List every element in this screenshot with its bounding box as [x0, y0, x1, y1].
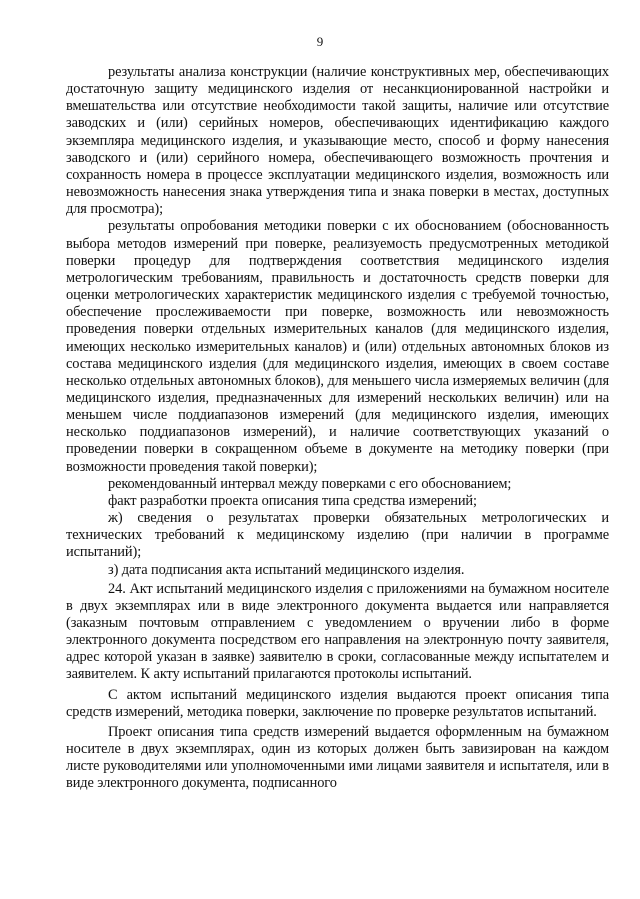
- page-number: 9: [316, 34, 324, 49]
- paragraph-verification-interval: рекомендованный интервал между поверками с его обоснованием;: [108, 475, 512, 492]
- paragraph-item-zh: ж) сведения о результатах проверки обязательных метрологических и технических требований к медицинскому изделию (при наличии в программе испытаний);: [66, 510, 609, 561]
- document-body: [66, 64, 609, 793]
- paragraph-item-z: з) дата подписания акта испытаний медицинского изделия.: [108, 561, 465, 578]
- paragraph-design-analysis: результаты анализа конструкции (наличие конструктивных мер, обеспечивающих достаточную защиту медицинского изделия от несанкционированной настройки и вмешательства или отсутствие необходимости такой защиты, наличие или отсутствие заводских и (или) серийных номеров, обеспечивающих идентификацию каждого экземпляра медицинского изделия, и указывающие место, способ и форму нанесения заводского и (или) серийного номера, обеспечивающего возможность прочтения и сохранность номера в процессе эксплуатации медицинского изделия, возможность или невозможность нанесения знака утверждения типа и знака поверки в местах, доступных для просмотра);: [66, 64, 609, 218]
- paragraph-section-24: 24. Акт испытаний медицинского изделия с приложениями на бумажном носителе в двух экземплярах или в виде электронного документа выдается или направляется (заказным почтовым отправлением с уведомлением о вручении либо в форме электронного документа посредством его направления на электронную почту заявителя, адрес которой указан в заявке) заявителю в сроки, согласованные между испытателем и заявителем. К акту испытаний прилагаются протоколы испытаний.: [66, 580, 609, 683]
- paragraph-type-description-draft: факт разработки проекта описания типа средства измерений;: [108, 492, 477, 509]
- paragraph-type-description-project: Проект описания типа средств измерений выдается оформленным на бумажном носителе в двух экземплярах, один из которых должен быть завизирован на каждом листе руководителями или уполномоченными ими лицами заявителя и испытателя, или в виде электронного документа, подписанного: [66, 723, 609, 792]
- paragraph-issued-documents: С актом испытаний медицинского изделия выдаются проект описания типа средств измерений, методика поверки, заключение по проверке результатов испытаний.: [66, 686, 609, 720]
- paragraph-verification-method-results: результаты опробования методики поверки с их обоснованием (обоснованность выбора методов измерений при поверке, реализуемость предусмотренных методикой поверки процедур для подтверждения соответствия медицинского изделия метрологическим требованиям, правильность и достаточность средств поверки для оценки метрологических характеристик медицинского изделия с требуемой точностью, обеспечение прослеживаемости при поверке, возможность или невозможность проведения поверки отдельных измерительных каналов (для медицинского изделия, имеющих несколько измерительных каналов) и (или) отдельных автономных блоков из состава медицинского изделия (для медицинского изделия, имеющих в своем составе несколько отдельных автономных блоков), для меньшего числа измеряемых величин (для медицинского изделия, предназначенных для измерений нескольких величин) или на меньшем числе поддиапазонов измерений (для медицинского изделия, имеющих несколько поддиапазонов измерений), и наличие соответствующих указаний о проведении поверки в сокращенном объеме в документе на методику поверки (при возможности проведения такой поверки);: [66, 218, 609, 475]
